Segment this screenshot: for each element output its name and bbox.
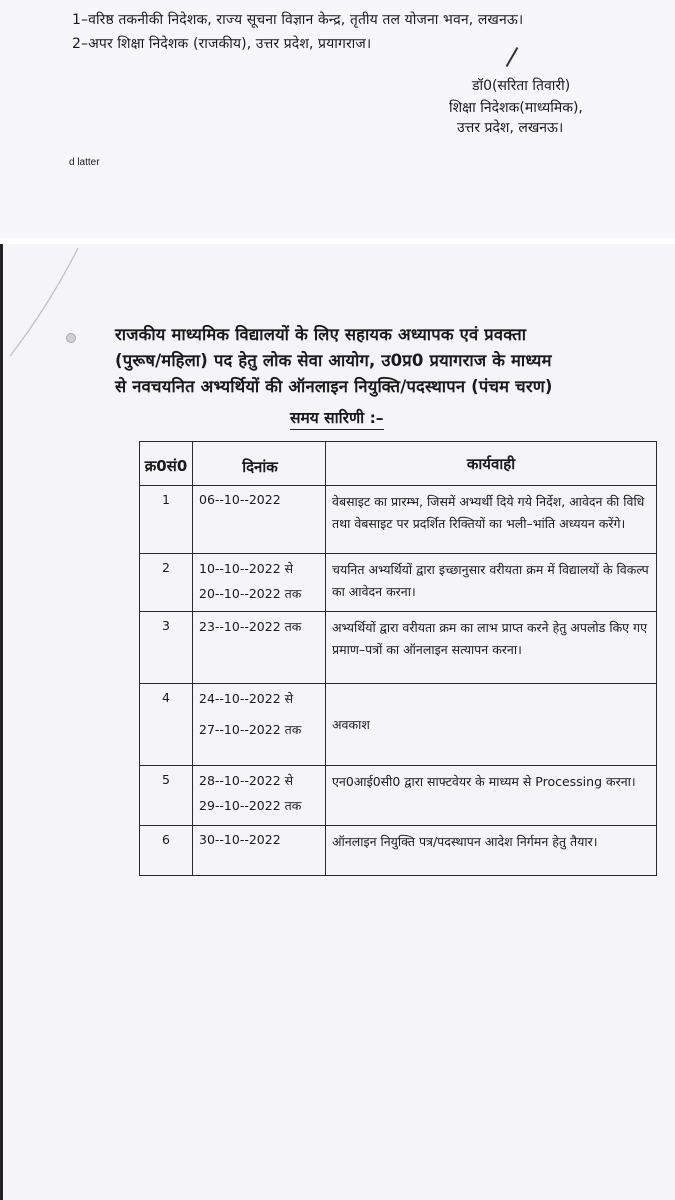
- row-serial: 2: [140, 554, 193, 612]
- row-serial: 1: [140, 486, 193, 554]
- row-serial: 5: [140, 766, 193, 826]
- punch-hole: [66, 333, 76, 343]
- date-from: 10--10--2022 से: [199, 561, 294, 576]
- date-from: 06--10--2022: [199, 492, 281, 507]
- header-date: दिनांक: [193, 442, 326, 486]
- table-row: [140, 612, 657, 684]
- table-row: [140, 826, 657, 876]
- header-action: कार्यवाही: [326, 442, 657, 486]
- footer-note: d latter: [69, 157, 100, 168]
- date-to: 27--10--2022 तक: [199, 722, 302, 737]
- notice-title-line-1: राजकीय माध्यमिक विद्यालयों के लिए सहायक अध्यापक एवं प्रवक्ता: [115, 325, 527, 344]
- row-action: चयनित अभ्यर्थियों द्वारा इच्छानुसार वरीयता क्रम में विद्यालयों के विकल्प का आवेदन करना।: [326, 554, 657, 612]
- date-from: 28--10--2022 से: [199, 773, 294, 788]
- date-from: 24--10--2022 से: [199, 691, 294, 706]
- row-serial: 6: [140, 826, 193, 876]
- paper-fold-line: [0, 244, 90, 364]
- date-from: 23--10--2022 तक: [199, 619, 302, 634]
- row-action: वेबसाइट का प्रारम्भ, जिसमें अभ्यर्थी दिये गये निर्देश, आवेदन की विधि तथा वेबसाइट पर प्रदर्शित रिक्तियों का भली–भांति अध्ययन करेंगे।: [326, 486, 657, 554]
- signatory-place: उत्तर प्रदेश, लखनऊ।: [457, 120, 564, 136]
- copy-to-line-1: 1–वरिष्ठ तकनीकी निदेशक, राज्य सूचना विज्ञान केन्द्र, तृतीय तल योजना भवन, लखनऊ।: [72, 12, 524, 28]
- table-row: [140, 766, 657, 826]
- row-action: ऑनलाइन नियुक्ति पत्र/पदस्थापन आदेश निर्गमन हेतु तैयार।: [326, 826, 657, 876]
- notice-title-line-2: (पुरूष/महिला) पद हेतु लोक सेवा आयोग, उ0प्र0 प्रयागराज के माध्यम: [115, 351, 552, 370]
- signatory-name: डॉ0(सरिता तिवारी): [472, 78, 571, 94]
- row-date: [193, 766, 326, 826]
- row-action: एन0आई0सी0 द्वारा साफ्टवेयर के माध्यम से Processing करना।: [326, 766, 657, 826]
- row-serial: 3: [140, 612, 193, 684]
- schedule-table: [139, 441, 657, 876]
- row-serial: 4: [140, 684, 193, 766]
- row-action: अवकाश: [326, 684, 657, 766]
- notice-title-line-3: से नवचयनित अभ्यर्थियों की ऑनलाइन नियुक्ति/पदस्थापन (पंचम चरण): [115, 377, 553, 396]
- table-row: [140, 684, 657, 766]
- row-date: [193, 684, 326, 766]
- row-date: [193, 486, 326, 554]
- table-header-row: [140, 442, 657, 486]
- signature-mark: [506, 47, 519, 67]
- row-date: [193, 612, 326, 684]
- schedule-subtitle: समय सारिणी :–: [290, 406, 384, 430]
- date-to: 20--10--2022 तक: [199, 586, 302, 601]
- row-action: अभ्यर्थियों द्वारा वरीयता क्रम का लाभ प्राप्त करने हेतु अपलोड किए गए प्रमाण–पत्रों का ऑनलाइन सत्यापन करना।: [326, 612, 657, 684]
- row-date: [193, 826, 326, 876]
- table-row: [140, 554, 657, 612]
- copy-to-line-2: 2–अपर शिक्षा निदेशक (राजकीय), उत्तर प्रदेश, प्रयागराज।: [72, 36, 372, 52]
- date-to: 29--10--2022 तक: [199, 798, 302, 813]
- row-date: [193, 554, 326, 612]
- table-row: [140, 486, 657, 554]
- signatory-designation: शिक्षा निदेशक(माध्यमिक),: [449, 100, 583, 116]
- date-from: 30--10--2022: [199, 832, 281, 847]
- previous-letter-page: [0, 0, 675, 238]
- header-serial: क्र0सं0: [140, 442, 193, 486]
